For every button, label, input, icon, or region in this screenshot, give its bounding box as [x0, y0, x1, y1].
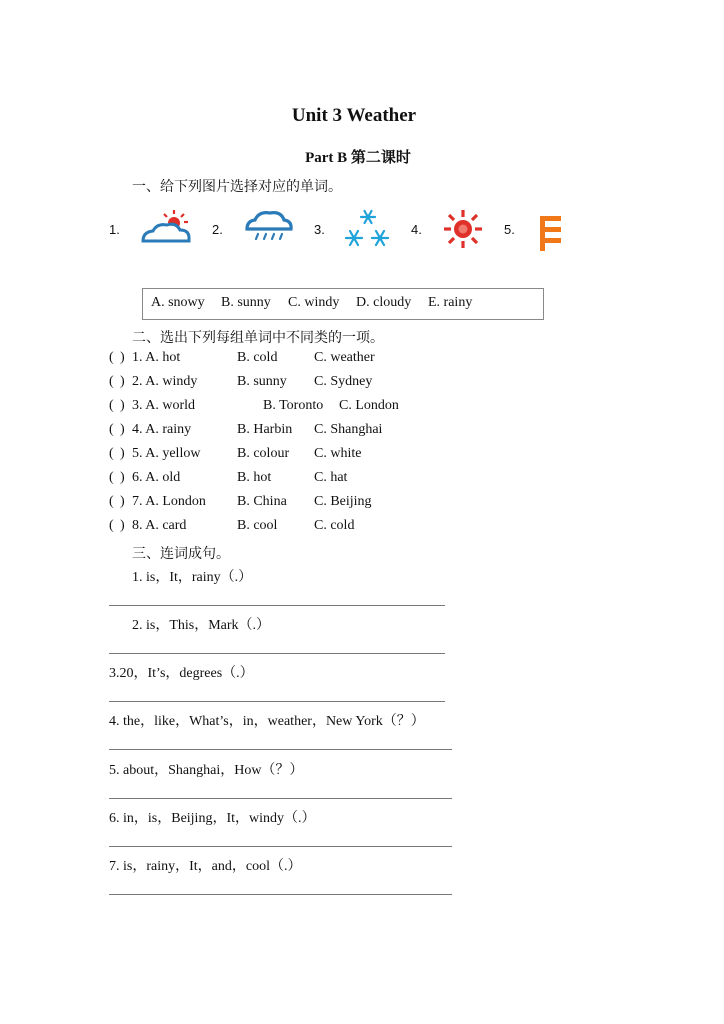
- answer-line-3[interactable]: [109, 701, 445, 702]
- paren-open: (: [109, 374, 114, 389]
- row-6-c: C. hat: [314, 470, 348, 485]
- answer-line-4[interactable]: [109, 749, 452, 750]
- option-c: C. windy: [288, 295, 340, 310]
- paren-open: (: [109, 494, 114, 509]
- options-box: [142, 288, 544, 320]
- row-8-b: B. cool: [237, 518, 278, 533]
- row-2-b: B. sunny: [237, 374, 287, 389]
- picture-number-3: 3.: [314, 222, 325, 237]
- paren-open: (: [109, 446, 114, 461]
- answer-line-2[interactable]: [109, 653, 445, 654]
- section2-heading: 二、选出下列每组单词中不同类的一项。: [132, 330, 384, 346]
- paren-open: (: [109, 422, 114, 437]
- sentence-item-3: 3.20，It’s，degrees（.）: [109, 666, 254, 681]
- paren-close: ): [120, 350, 125, 365]
- row-4-b: B. Harbin: [237, 422, 293, 437]
- option-b: B. sunny: [221, 295, 271, 310]
- row-2-c: C. Sydney: [314, 374, 373, 389]
- picture-number-5: 5.: [504, 222, 515, 237]
- paren-close: ): [120, 494, 125, 509]
- row-5-a: 5. A. yellow: [132, 446, 201, 461]
- option-e: E. rainy: [428, 295, 473, 310]
- snowflakes-icon: [344, 208, 392, 248]
- paren-open: (: [109, 398, 114, 413]
- row-6-a: 6. A. old: [132, 470, 181, 485]
- answer-line-1[interactable]: [109, 605, 445, 606]
- row-8-c: C. cold: [314, 518, 355, 533]
- picture-number-2: 2.: [212, 222, 223, 237]
- paren-close: ): [120, 374, 125, 389]
- row-7-c: C. Beijing: [314, 494, 372, 509]
- row-1-a: 1. A. hot: [132, 350, 181, 365]
- row-3-a: 3. A. world: [132, 398, 195, 413]
- row-8-a: 8. A. card: [132, 518, 187, 533]
- row-6-b: B. hot: [237, 470, 272, 485]
- row-3-b: B. Toronto: [263, 398, 324, 413]
- answer-line-7[interactable]: [109, 894, 452, 895]
- row-4-c: C. Shanghai: [314, 422, 383, 437]
- row-1-b: B. cold: [237, 350, 278, 365]
- rain-cloud-icon: [244, 209, 294, 245]
- row-2-a: 2. A. windy: [132, 374, 198, 389]
- sentence-item-5: 5. about，Shanghai，How（？）: [109, 763, 304, 778]
- paren-close: ): [120, 518, 125, 533]
- row-4-a: 4. A. rainy: [132, 422, 192, 437]
- section3-heading: 三、连词成句。: [132, 546, 230, 562]
- page-subtitle: Part B 第二课时: [305, 150, 411, 166]
- picture-number-1: 1.: [109, 222, 120, 237]
- row-1-c: C. weather: [314, 350, 375, 365]
- row-5-b: B. colour: [237, 446, 290, 461]
- sun-icon: [443, 209, 483, 249]
- sentence-item-6: 6. in，is，Beijing，It，windy（.）: [109, 811, 316, 826]
- paren-open: (: [109, 518, 114, 533]
- paren-close: ): [120, 470, 125, 485]
- wind-flag-icon: [539, 215, 563, 253]
- sentence-item-1: 1. is，It，rainy（.）: [132, 570, 253, 585]
- sentence-item-7: 7. is，rainy，It，and，cool（.）: [109, 859, 302, 874]
- paren-open: (: [109, 350, 114, 365]
- paren-close: ): [120, 422, 125, 437]
- paren-close: ): [120, 446, 125, 461]
- paren-close: ): [120, 398, 125, 413]
- sentence-item-2: 2. is，This，Mark（.）: [132, 618, 271, 633]
- cloudy-sun-icon: [140, 208, 192, 246]
- picture-number-4: 4.: [411, 222, 422, 237]
- row-7-a: 7. A. London: [132, 494, 206, 509]
- paren-open: (: [109, 470, 114, 485]
- row-5-c: C. white: [314, 446, 362, 461]
- row-3-c: C. London: [339, 398, 399, 413]
- page-title: Unit 3 Weather: [291, 105, 417, 126]
- answer-line-5[interactable]: [109, 798, 452, 799]
- section1-heading: 一、给下列图片选择对应的单词。: [132, 179, 342, 195]
- option-a: A. snowy: [151, 295, 205, 310]
- answer-line-6[interactable]: [109, 846, 452, 847]
- row-7-b: B. China: [237, 494, 287, 509]
- option-d: D. cloudy: [356, 295, 412, 310]
- sentence-item-4: 4. the，like，What’s，in，weather，New York（？）: [109, 714, 425, 729]
